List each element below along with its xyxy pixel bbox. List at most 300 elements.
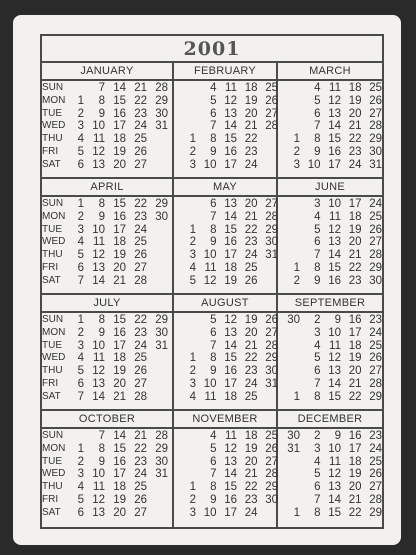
week-row xyxy=(280,82,382,95)
day-cell: 8 xyxy=(98,442,105,455)
week-row xyxy=(280,378,382,391)
weekday-label: SUN xyxy=(42,430,64,441)
weekday-label: MON xyxy=(42,326,66,338)
day-cell: 30 xyxy=(155,210,168,223)
week-row xyxy=(68,95,172,108)
month-name-september: SEPTEMBER xyxy=(294,297,366,309)
day-cell: 16 xyxy=(113,107,126,120)
day-cell: 25 xyxy=(265,430,278,442)
weekday-label: WED xyxy=(42,120,66,132)
day-cell: 25 xyxy=(244,390,258,403)
week-row xyxy=(68,108,172,121)
week-row xyxy=(68,224,172,237)
day-cell: 10 xyxy=(92,339,105,352)
week-row xyxy=(280,340,382,353)
day-cell: 19 xyxy=(113,494,126,506)
day-cell: 12 xyxy=(224,442,237,455)
day-cell: 5 xyxy=(77,146,84,158)
day-cell: 23 xyxy=(348,274,362,287)
day-cell: 9 xyxy=(210,494,217,506)
day-cell: 26 xyxy=(244,274,258,287)
day-cell: 25 xyxy=(369,210,382,223)
day-cell: 8 xyxy=(314,506,321,519)
day-cell: 20 xyxy=(113,506,126,519)
day-cell: 19 xyxy=(348,352,362,365)
divider xyxy=(42,79,382,81)
day-cell: 18 xyxy=(113,481,126,494)
month-days-april xyxy=(42,198,172,293)
week-row xyxy=(68,391,172,404)
day-cell: 13 xyxy=(328,481,341,494)
day-cell: 14 xyxy=(328,120,341,133)
week-row xyxy=(176,507,276,520)
day-cell: 18 xyxy=(348,339,362,352)
day-cell: 4 xyxy=(210,82,217,94)
month-name-october: OCTOBER xyxy=(78,413,136,425)
day-cell: 4 xyxy=(77,133,84,146)
day-cell: 10 xyxy=(203,506,217,519)
day-cell: 16 xyxy=(328,274,341,287)
day-cell: 20 xyxy=(348,481,362,494)
day-cell: 2 xyxy=(77,107,84,120)
day-cell: 18 xyxy=(244,82,258,94)
day-cell: 14 xyxy=(224,120,237,133)
weekday-label: TUE xyxy=(42,223,62,235)
day-cell: 12 xyxy=(92,146,105,158)
week-row xyxy=(176,352,276,365)
day-cell: 2 xyxy=(189,236,196,249)
day-cell: 9 xyxy=(334,430,341,442)
day-cell: 5 xyxy=(314,94,321,107)
month-name-february: FEBRUARY xyxy=(193,65,257,77)
day-cell: 26 xyxy=(369,94,382,107)
day-cell: 21 xyxy=(113,274,126,287)
weekday-label: MON xyxy=(42,442,66,454)
day-cell: 29 xyxy=(265,481,278,494)
day-cell: 3 xyxy=(189,378,196,390)
week-row xyxy=(280,430,382,443)
day-cell: 24 xyxy=(244,249,258,262)
day-cell: 8 xyxy=(314,390,321,403)
day-cell: 18 xyxy=(113,352,126,365)
day-cell: 29 xyxy=(369,262,382,274)
day-cell: 7 xyxy=(314,378,321,390)
day-cell: 27 xyxy=(134,506,147,519)
day-cell: 1 xyxy=(189,133,196,146)
week-row xyxy=(280,314,382,327)
weekday-label: WED xyxy=(42,236,66,248)
weekday-label: WED xyxy=(42,468,66,480)
day-cell: 12 xyxy=(328,223,341,236)
day-cell: 13 xyxy=(92,506,105,519)
day-cell: 3 xyxy=(189,506,196,519)
day-cell: 16 xyxy=(224,494,237,506)
day-cell: 16 xyxy=(113,455,126,468)
day-cell: 5 xyxy=(77,494,84,506)
day-cell: 20 xyxy=(244,326,258,339)
day-cell: 2 xyxy=(77,326,84,339)
day-cell: 10 xyxy=(203,249,217,262)
day-cell: 5 xyxy=(77,249,84,262)
day-cell: 26 xyxy=(369,468,382,481)
weekday-label: SUN xyxy=(42,198,64,209)
day-cell: 10 xyxy=(307,158,321,171)
day-cell: 4 xyxy=(77,236,84,249)
day-cell: 5 xyxy=(77,365,84,378)
week-row xyxy=(176,481,276,494)
day-cell: 22 xyxy=(348,133,362,146)
week-row xyxy=(68,456,172,469)
week-row xyxy=(176,275,276,288)
week-row xyxy=(280,120,382,133)
month-days-october xyxy=(42,430,172,525)
week-row xyxy=(280,108,382,121)
day-cell: 18 xyxy=(244,430,258,442)
day-cell: 18 xyxy=(113,236,126,249)
weekday-label: WED xyxy=(42,352,66,364)
day-cell: 28 xyxy=(369,249,382,262)
day-cell: 1 xyxy=(293,133,300,146)
day-cell: 9 xyxy=(210,146,217,158)
day-cell: 17 xyxy=(224,249,237,262)
weekday-label: THU xyxy=(42,481,63,493)
day-cell: 10 xyxy=(328,198,341,210)
day-cell: 24 xyxy=(134,468,147,481)
day-cell: 27 xyxy=(134,158,147,171)
day-cell: 15 xyxy=(328,133,341,146)
week-row xyxy=(176,198,276,211)
day-cell: 1 xyxy=(77,314,84,326)
day-cell: 27 xyxy=(134,378,147,390)
day-cell: 26 xyxy=(265,314,278,326)
day-cell: 7 xyxy=(314,249,321,262)
week-row xyxy=(68,133,172,146)
day-cell: 25 xyxy=(134,352,147,365)
weekday-label: FRI xyxy=(42,494,59,505)
day-cell: 11 xyxy=(329,455,341,468)
week-row xyxy=(176,120,276,133)
day-cell: 30 xyxy=(265,494,278,506)
day-cell: 23 xyxy=(244,365,258,378)
week-row xyxy=(176,327,276,340)
day-cell: 23 xyxy=(244,236,258,249)
day-cell: 25 xyxy=(244,262,258,274)
day-cell: 26 xyxy=(265,94,278,107)
day-cell: 17 xyxy=(224,158,237,171)
day-cell: 3 xyxy=(77,120,84,133)
day-cell: 29 xyxy=(155,314,168,326)
week-row xyxy=(280,391,382,404)
week-row xyxy=(176,159,276,172)
day-cell: 26 xyxy=(369,223,382,236)
day-cell: 24 xyxy=(369,198,382,210)
week-row xyxy=(68,340,172,353)
week-row xyxy=(176,249,276,262)
day-cell: 4 xyxy=(314,339,321,352)
day-cell: 6 xyxy=(314,107,321,120)
week-row xyxy=(280,159,382,172)
day-cell: 6 xyxy=(210,107,217,120)
day-cell: 19 xyxy=(113,365,126,378)
weekday-label: SAT xyxy=(42,274,61,286)
day-cell: 3 xyxy=(189,249,196,262)
day-cell: 3 xyxy=(293,158,300,171)
month-days-november xyxy=(176,430,276,525)
month-days-july xyxy=(42,314,172,409)
day-cell: 22 xyxy=(348,390,362,403)
day-cell: 23 xyxy=(134,107,147,120)
week-row xyxy=(68,146,172,159)
day-cell: 4 xyxy=(189,390,196,403)
weekday-label: TUE xyxy=(42,455,62,467)
day-cell: 19 xyxy=(113,249,126,262)
week-row xyxy=(280,224,382,237)
day-cell: 4 xyxy=(77,481,84,494)
day-cell: 6 xyxy=(210,455,217,468)
day-cell: 15 xyxy=(113,442,126,455)
day-cell: 22 xyxy=(134,94,147,107)
day-cell: 17 xyxy=(348,198,362,210)
day-cell: 8 xyxy=(210,481,217,494)
day-cell: 28 xyxy=(369,120,382,133)
day-cell: 17 xyxy=(113,223,126,236)
day-cell: 24 xyxy=(244,158,258,171)
day-cell: 22 xyxy=(134,442,147,455)
day-cell: 13 xyxy=(224,326,237,339)
day-cell: 1 xyxy=(77,442,84,455)
day-cell: 6 xyxy=(77,378,84,390)
day-cell: 15 xyxy=(328,506,341,519)
day-cell: 29 xyxy=(369,390,382,403)
day-cell: 22 xyxy=(244,223,258,236)
day-cell: 16 xyxy=(113,210,126,223)
day-cell: 9 xyxy=(210,236,217,249)
month-days-february xyxy=(176,82,276,177)
day-cell: 2 xyxy=(293,274,300,287)
weekday-label: MON xyxy=(42,210,66,222)
day-cell: 12 xyxy=(328,468,341,481)
day-cell: 5 xyxy=(314,352,321,365)
day-cell: 15 xyxy=(328,262,341,274)
day-cell: 23 xyxy=(348,146,362,158)
day-cell: 31 xyxy=(369,158,382,171)
day-cell: 29 xyxy=(369,133,382,146)
divider xyxy=(42,427,382,429)
week-row xyxy=(68,468,172,481)
weekday-label: MON xyxy=(42,94,66,106)
week-row xyxy=(68,120,172,133)
month-name-july: JULY xyxy=(93,297,121,309)
day-cell: 25 xyxy=(134,133,147,146)
week-row xyxy=(68,211,172,224)
day-cell: 7 xyxy=(210,210,217,223)
day-cell: 27 xyxy=(369,236,382,249)
day-cell: 2 xyxy=(77,455,84,468)
month-grid xyxy=(42,63,382,527)
day-cell: 24 xyxy=(134,339,147,352)
day-cell: 13 xyxy=(328,236,341,249)
week-row xyxy=(280,275,382,288)
month-days-december xyxy=(280,430,382,525)
day-cell: 16 xyxy=(224,365,237,378)
day-cell: 1 xyxy=(293,506,300,519)
day-cell: 5 xyxy=(314,468,321,481)
day-cell: 28 xyxy=(155,430,168,442)
day-cell: 14 xyxy=(224,339,237,352)
day-cell: 3 xyxy=(314,198,321,210)
day-cell: 27 xyxy=(265,326,278,339)
day-cell: 6 xyxy=(314,481,321,494)
day-cell: 9 xyxy=(98,326,105,339)
week-row xyxy=(176,443,276,456)
day-cell: 17 xyxy=(224,378,237,390)
day-cell: 13 xyxy=(328,365,341,378)
week-row xyxy=(176,391,276,404)
day-cell: 10 xyxy=(203,158,217,171)
day-cell: 7 xyxy=(77,274,84,287)
week-row xyxy=(280,456,382,469)
day-cell: 23 xyxy=(244,146,258,158)
day-cell: 30 xyxy=(265,365,278,378)
day-cell: 25 xyxy=(369,82,382,94)
day-cell: 27 xyxy=(134,262,147,274)
day-cell: 21 xyxy=(134,430,147,442)
day-cell: 11 xyxy=(225,430,237,442)
day-cell: 11 xyxy=(93,133,105,146)
day-cell: 4 xyxy=(210,430,217,442)
day-cell: 28 xyxy=(134,390,147,403)
weekday-label: TUE xyxy=(42,339,62,351)
day-cell: 29 xyxy=(155,94,168,107)
day-cell: 17 xyxy=(113,468,126,481)
day-cell: 30 xyxy=(287,430,300,442)
day-cell: 4 xyxy=(314,82,321,94)
day-cell: 6 xyxy=(77,262,84,274)
day-cell: 30 xyxy=(155,455,168,468)
day-cell: 11 xyxy=(225,82,237,94)
week-row xyxy=(68,507,172,520)
day-cell: 9 xyxy=(98,455,105,468)
day-cell: 29 xyxy=(265,352,278,365)
day-cell: 5 xyxy=(314,223,321,236)
day-cell: 24 xyxy=(348,158,362,171)
day-cell: 15 xyxy=(113,94,126,107)
day-cell: 6 xyxy=(210,198,217,210)
day-cell: 20 xyxy=(244,455,258,468)
day-cell: 22 xyxy=(244,481,258,494)
day-cell: 12 xyxy=(92,249,105,262)
day-cell: 29 xyxy=(155,198,168,210)
week-row xyxy=(68,430,172,443)
week-row xyxy=(280,236,382,249)
day-cell: 27 xyxy=(265,198,278,210)
day-cell: 9 xyxy=(98,210,105,223)
day-cell: 17 xyxy=(348,442,362,455)
day-cell: 8 xyxy=(210,133,217,146)
day-cell: 14 xyxy=(92,390,105,403)
day-cell: 24 xyxy=(244,378,258,390)
day-cell: 2 xyxy=(189,146,196,158)
day-cell: 13 xyxy=(224,107,237,120)
day-cell: 16 xyxy=(348,314,362,326)
week-row xyxy=(176,236,276,249)
day-cell: 18 xyxy=(224,262,237,274)
day-cell: 20 xyxy=(348,365,362,378)
day-cell: 12 xyxy=(224,94,237,107)
day-cell: 28 xyxy=(265,210,278,223)
day-cell: 16 xyxy=(224,146,237,158)
day-cell: 9 xyxy=(98,107,105,120)
day-cell: 17 xyxy=(113,339,126,352)
day-cell: 14 xyxy=(328,378,341,390)
month-days-august xyxy=(176,314,276,409)
day-cell: 1 xyxy=(189,481,196,494)
day-cell: 10 xyxy=(328,326,341,339)
day-cell: 23 xyxy=(369,430,382,442)
day-cell: 8 xyxy=(314,262,321,274)
day-cell: 12 xyxy=(224,314,237,326)
day-cell: 1 xyxy=(77,94,84,107)
day-cell: 18 xyxy=(348,210,362,223)
day-cell: 10 xyxy=(203,378,217,390)
day-cell: 27 xyxy=(369,107,382,120)
day-cell: 5 xyxy=(189,274,196,287)
day-cell: 12 xyxy=(92,494,105,506)
day-cell: 9 xyxy=(314,274,321,287)
day-cell: 24 xyxy=(134,120,147,133)
day-cell: 30 xyxy=(265,236,278,249)
day-cell: 19 xyxy=(113,146,126,158)
day-cell: 5 xyxy=(210,442,217,455)
day-cell: 2 xyxy=(293,146,300,158)
day-cell: 16 xyxy=(113,326,126,339)
day-cell: 20 xyxy=(244,198,258,210)
week-row xyxy=(176,468,276,481)
day-cell: 28 xyxy=(369,378,382,390)
day-cell: 30 xyxy=(155,326,168,339)
day-cell: 2 xyxy=(189,494,196,506)
day-cell: 19 xyxy=(348,223,362,236)
day-cell: 24 xyxy=(244,506,258,519)
weekday-label: THU xyxy=(42,249,63,261)
weekday-label: SAT xyxy=(42,158,61,170)
day-cell: 19 xyxy=(348,94,362,107)
day-cell: 9 xyxy=(210,365,217,378)
day-cell: 21 xyxy=(348,120,362,133)
day-cell: 13 xyxy=(328,107,341,120)
day-cell: 13 xyxy=(92,378,105,390)
day-cell: 4 xyxy=(314,455,321,468)
day-cell: 19 xyxy=(244,314,258,326)
day-cell: 3 xyxy=(77,468,84,481)
day-cell: 7 xyxy=(314,120,321,133)
day-cell: 3 xyxy=(77,339,84,352)
week-row xyxy=(176,494,276,507)
day-cell: 15 xyxy=(224,133,237,146)
day-cell: 18 xyxy=(224,390,237,403)
day-cell: 25 xyxy=(134,236,147,249)
week-row xyxy=(68,352,172,365)
day-cell: 21 xyxy=(113,390,126,403)
day-cell: 27 xyxy=(265,107,278,120)
day-cell: 12 xyxy=(92,365,105,378)
day-cell: 7 xyxy=(77,390,84,403)
weekday-label: THU xyxy=(42,133,63,145)
day-cell: 17 xyxy=(224,506,237,519)
day-cell: 1 xyxy=(293,390,300,403)
day-cell: 30 xyxy=(155,107,168,120)
day-cell: 14 xyxy=(224,210,237,223)
